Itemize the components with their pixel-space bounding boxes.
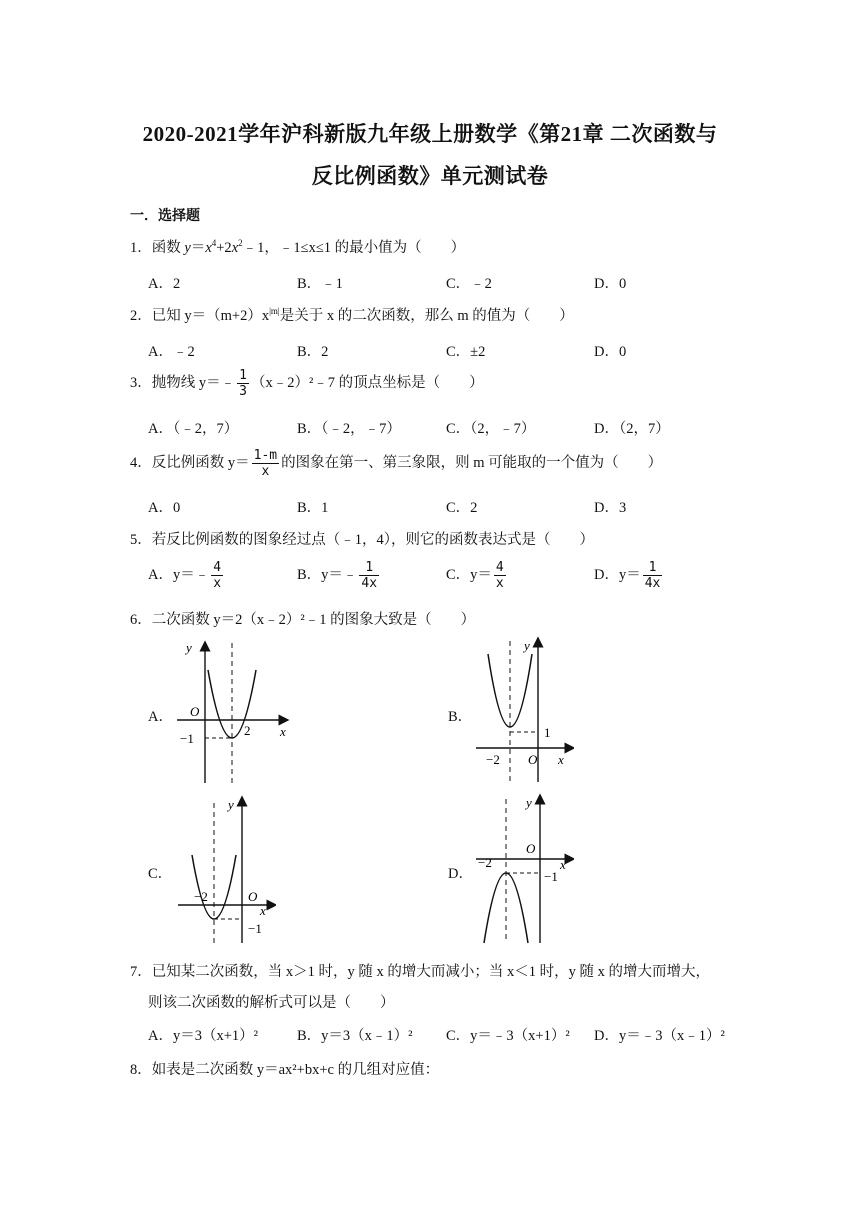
tick-label-neg1: −1 [544, 869, 558, 884]
q6-option-c-label[interactable]: C． [148, 866, 173, 882]
q3-option-c[interactable]: C．（2，﹣7） [446, 421, 536, 437]
question-2 [130, 304, 574, 325]
question-8: 8．如表是二次函数 y＝ax²+bx+c 的几组对应值： [130, 1062, 440, 1078]
x-label: x [560, 857, 566, 872]
q4-suffix: 的图象在第一、第三象限，则 m 可能取的一个值为（ ） [281, 454, 663, 471]
x-label: x [558, 752, 564, 767]
q6-graph-a[interactable] [172, 638, 290, 786]
q5-option-a[interactable]: A．y＝﹣ $\frac{4}{x}$ [148, 560, 222, 591]
q6-option-a-label[interactable]: A． [148, 709, 173, 725]
q7-option-c[interactable]: C．y＝﹣3（x+1）² [446, 1028, 570, 1044]
q6-graph-b[interactable] [474, 636, 574, 786]
x-label: x [280, 724, 286, 739]
q6-graph-c[interactable] [176, 793, 276, 945]
y-label: y [186, 640, 192, 655]
q3-suffix: （x﹣2）²﹣7 的顶点坐标是（ ） [250, 374, 484, 391]
q1-formula: y [184, 240, 191, 256]
y-label: y [228, 797, 234, 812]
q1-option-d[interactable]: D．0 [594, 276, 627, 292]
question-4 [130, 448, 662, 479]
q7-option-d[interactable]: D．y＝﹣3（x﹣1）² [594, 1028, 725, 1044]
origin-label: O [526, 841, 536, 856]
q4-option-b[interactable]: B．1 [297, 500, 329, 516]
question-5: 5．若反比例函数的图象经过点（﹣1，4），则它的函数表达式是（ ） [130, 532, 594, 548]
y-label: y [524, 638, 530, 653]
q3-fraction: $\frac{1}{3}$ [239, 368, 247, 399]
y-label: y [526, 795, 532, 810]
question-6: 6．二次函数 y＝2（x﹣2）²﹣1 的图象大致是（ ） [130, 612, 476, 628]
tick-label-1: 1 [544, 725, 551, 740]
q2-option-d[interactable]: D．0 [594, 344, 627, 360]
question-1: 1．函数 $y=x^4+2x^2﹣1$，﹣1≤x≤1 的最小值为（ ） [130, 238, 466, 256]
q4-option-c[interactable]: C．2 [446, 500, 478, 516]
tick-label-neg2: −2 [194, 889, 208, 904]
q3-option-d[interactable]: D．（2，7） [594, 421, 670, 437]
q2-exponent: |m| [269, 306, 280, 317]
origin-label: O [248, 889, 258, 904]
q2-option-c[interactable]: C．±2 [446, 344, 486, 360]
origin-label: O [528, 752, 538, 767]
q5-option-d[interactable]: D．y＝ $\frac{1}{4x}$ [594, 560, 661, 591]
q4-option-a[interactable]: A．0 [148, 500, 181, 516]
q4-option-d[interactable]: D．3 [594, 500, 627, 516]
question-3 [130, 368, 484, 399]
question-7-line1: 7．已知某二次函数，当 x＞1 时，y 随 x 的增大而减小；当 x＜1 时，y 随 x 的增大而增大， [130, 964, 710, 980]
q7-option-a[interactable]: A．y＝3（x+1）² [148, 1028, 258, 1044]
tick-label-neg2: −2 [478, 855, 492, 870]
doc-title-line2: 反比例函数》单元测试卷 [311, 164, 549, 188]
origin-label: O [190, 704, 200, 719]
x-label: x [260, 903, 266, 918]
section-heading: 一．选择题 [130, 209, 200, 224]
q4-prefix: 4．反比例函数 y＝ [130, 454, 250, 471]
doc-title-line1: 2020-2021学年沪科新版九年级上册数学《第21章 二次函数与 [142, 122, 718, 146]
q7-option-b[interactable]: B．y＝3（x﹣1）² [297, 1028, 413, 1044]
q1-prefix: 1．函数 [130, 240, 185, 256]
q6-option-d-label[interactable]: D． [448, 866, 473, 882]
tick-label-2: 2 [244, 723, 251, 738]
q5-option-b[interactable]: B．y＝﹣ $\frac{1}{4x}$ [297, 560, 378, 591]
q1-option-c[interactable]: C．﹣2 [446, 276, 492, 292]
q3-prefix: 3．抛物线 y＝﹣ [130, 374, 236, 391]
tick-label-neg2: −2 [486, 752, 500, 767]
q1-option-a[interactable]: A．2 [148, 276, 181, 292]
q1-suffix: ，﹣1≤x≤1 的最小值为（ ） [264, 240, 466, 256]
q2-option-a[interactable]: A．﹣2 [148, 344, 195, 360]
q3-option-b[interactable]: B．（﹣2，﹣7） [297, 421, 401, 437]
q2-prefix: 2．已知 y＝（m+2）x [130, 308, 270, 324]
question-7-line2: 则该二次函数的解析式可以是（ ） [148, 995, 395, 1011]
q4-fraction: $\frac{1-m}{x}$ [253, 448, 278, 479]
q2-option-b[interactable]: B．2 [297, 344, 329, 360]
tick-label-neg1: −1 [248, 921, 262, 936]
q6-option-b-label[interactable]: B． [448, 709, 473, 725]
q5-option-c[interactable]: C．y＝ $\frac{4}{x}$ [446, 560, 504, 591]
tick-label-neg1: −1 [180, 731, 194, 746]
q2-suffix: 是关于 x 的二次函数，那么 m 的值为（ ） [279, 308, 574, 324]
q6-graph-d[interactable] [474, 793, 574, 945]
q3-option-a[interactable]: A．（﹣2，7） [148, 421, 239, 437]
q1-option-b[interactable]: B．﹣1 [297, 276, 343, 292]
